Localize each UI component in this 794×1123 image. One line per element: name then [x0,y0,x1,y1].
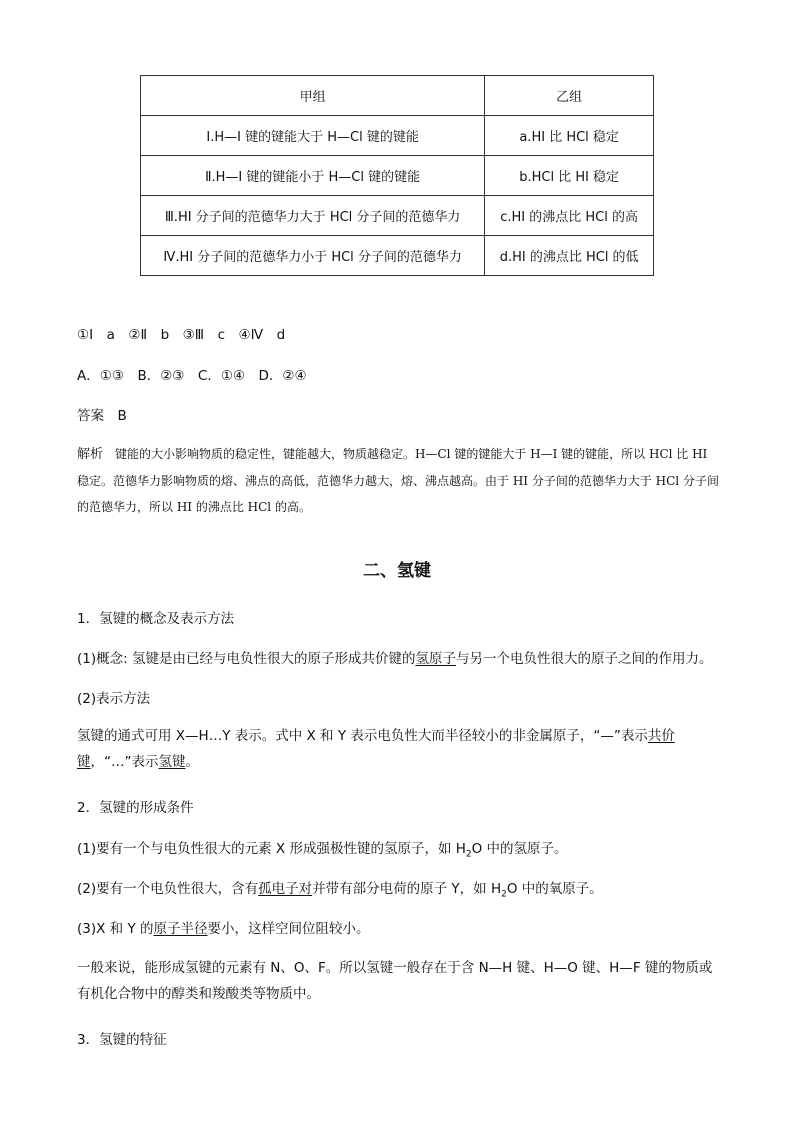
underlined-term: 原子半径 [153,921,208,937]
section-heading: 二、氢键 [363,561,431,581]
concept-paragraph [77,647,712,667]
subscript: 2 [501,889,507,900]
pairing-list: ①Ⅰ a ②Ⅱ b ③Ⅲ c ④Ⅳ d [77,327,286,343]
comparison-table [140,75,654,276]
subsection-title-3: 3．氢键的特征 [77,1032,167,1048]
table-row [141,116,654,156]
subscript: 2 [465,849,472,860]
text-span: (1)要有一个与电负性很大的元素 X 形成强极性键的氢原子，如 H [77,841,466,857]
underlined-term: 氢键 [158,754,186,770]
subsection-title-2: 2．氢键的形成条件 [77,800,194,816]
text-span: 。 [185,754,199,770]
table-row [141,156,654,196]
text-span: 与另一个电负性很大的原子之间的作用力。 [455,651,713,667]
underlined-term: 共价键 [77,728,675,770]
underlined-term: 孤电子对 [258,881,313,897]
table-cell: b.HCl 比 HI 稳定 [485,156,654,196]
text-span: (1)概念: 氢键是由已经与电负性很大的原子形成共价键的 [77,651,416,667]
table-cell: Ⅰ.H—I 键的键能大于 H—Cl 键的键能 [141,116,485,156]
text-span: 要小，这样空间位阻较小。 [207,921,370,937]
answer-line [77,404,127,424]
text-span: (2)要有一个电负性很大，含有 [77,881,259,897]
table-header-cell: 乙组 [485,76,654,116]
underlined-term: 氢原子 [415,651,456,667]
table-cell: Ⅳ.HI 分子间的范德华力小于 HCl 分子间的范德华力 [141,236,485,276]
analysis-paragraph [77,441,722,520]
condition-3 [77,917,370,937]
table-cell: d.HI 的沸点比 HCl 的低 [485,236,654,276]
text-span: (3)X 和 Y 的 [77,921,154,937]
answer-label: 答案 [77,408,104,424]
table-row [141,196,654,236]
table-cell: Ⅲ.HI 分子间的范德华力大于 HCl 分子间的范德华力 [141,196,485,236]
answer-value: B [117,408,127,424]
text-span: O 中的氢原子。 [471,841,568,857]
analysis-text: 键能的大小影响物质的稳定性，键能越大，物质越稳定。H—Cl 键的键能大于 H—I 键的键能，所以 HCl 比 HI 稳定。范德华力影响物质的熔、沸点的高低，范德华力越大，熔、沸点越高。由于 HI 分子间的范德华力大于 HCl 分子间的范德华力，所以 HI 的沸点比 HCl 的高。 [77,447,719,514]
representation-subtitle: (2)表示方法 [77,691,151,707]
elements-paragraph: 一般来说，能形成氢键的元素有 N、O、F。所以氢键一般存在于含 N—H 键、H—O 键、H—F 键的物质或有机化合物中的醇类和羧酸类等物质中。 [77,960,713,1002]
representation-paragraph [77,723,722,775]
table-cell: Ⅱ.H—I 键的键能小于 H—Cl 键的键能 [141,156,485,196]
text-span: 氢键的通式可用 X—H…Y 表示。式中 X 和 Y 表示电负性大而半径较小的非金属原子，“—”表示 [77,728,648,744]
table-cell: a.HI 比 HCl 稳定 [485,116,654,156]
condition-1 [77,837,568,860]
text-span: ，“…”表示 [90,754,159,770]
table-header-cell: 甲组 [141,76,485,116]
subsection-title-1: 1．氢键的概念及表示方法 [77,611,235,627]
answer-options: A．①③ B．②③ C．①④ D．②④ [77,368,307,384]
text-span: 并带有部分电荷的原子 Y，如 H [312,881,502,897]
analysis-label: 解析 [77,447,104,462]
table-row [141,236,654,276]
table-header-row [141,76,654,116]
condition-2 [77,877,603,900]
table-cell: c.HI 的沸点比 HCl 的高 [485,196,654,236]
text-span: O 中的氧原子。 [506,881,603,897]
